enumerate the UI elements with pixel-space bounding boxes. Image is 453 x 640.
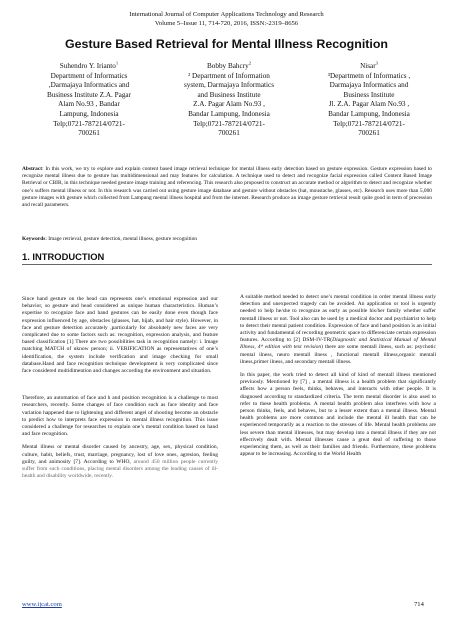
journal-website-link[interactable]: www.ijcat.com — [22, 601, 62, 608]
author-affiliation: Business Institute Z.A. Pagar — [46, 90, 132, 99]
keywords — [22, 236, 432, 243]
author-affiliation: ² Department of Information — [188, 71, 270, 80]
left-column — [22, 296, 218, 486]
section-divider — [22, 264, 432, 265]
paragraph: Since hand gesture on the head can represents one’s emotional expression and our behavior, so gesture and head considered as unique human characteristics. Human’s expertise to recognize face and hand gestures can be easily done even though face expression influenced by age, obstacles (glasses, hat, hijab, and hair style). However, in face and gesture detection accurately ,particularly for absolutely new faces are very complicated due to some factors such as: recognition, expression analysis, and feature based classification [1] There are two possibilities task in recognition namely: i. Image matching MATCH of uknow person; ii. VERIFICATION as representatives of one’s identification, the system include verification and image checking for small database.Hand and face recognition technique development is very complicated since face considered multidimention and changes according the environment and situation. — [22, 296, 218, 375]
author-affiliation: Telp;0721-787214/0721- — [53, 119, 125, 128]
author-affiliation: Telp;0721-787214/0721- — [193, 119, 265, 128]
paragraph: Therefore, an automation of face and h and position recognition is a challenge to most researchers, recently. Some changes of face condition such as face identity and face variation happened due to lightening and different angel of shooting become an obstacle to predict how to interprets face expression in mental illness recognition. This issue considered a challenge for researches to explain one’s mental condition based on hand and face recognition. — [22, 395, 218, 438]
author-affiliation: Business Institute — [343, 90, 395, 99]
author-3 — [304, 62, 434, 139]
paragraph-text: Mental illness or mental disorder caused by ancestry, age, sex, physical condition, culture, habit, beliefs, trust, marriage, pregnancy, lost of love ones, agresion, feeling guilty, and animosity [7]. According to WHO, — [22, 444, 218, 465]
paragraph-faded-text: around 450 million people currently suffer from such conditions, placing mental disorders among the leading causes of ill-health and disability worldwide, recently. — [22, 458, 218, 480]
author-affiliation: 700261 — [78, 129, 100, 138]
abstract — [22, 166, 432, 209]
paragraph: In this paper, the work tried to detect all kind of kind of mentall illness mentioned previuosly. Mentioned by [7] , a mental illness is a health problem that significantly affects how a person feels, thinks, behaves, and interacts with other people. It is diagnosed according to standardized criteria. The term mental disorder is also used to refer to these health problems. A mental health problem also interferes with how a person thinks, feels, and behaves, but to a lesser extent than a mental illness. Mental health problems are more common and include the mental ill health that can be experienced temporarily as a reaction to the stresses of life. Mental health problems are less severe than mental illnesses, but may develop into a mental illness if they are not effectively dealt with. Mental illnesses cause a great deal of suffering to those experiencing them, as well as their families and friends. Furthermore, these problems appear to be increasing. According to the World Health — [240, 372, 436, 458]
author-block — [24, 62, 434, 139]
author-affiliation: Department of Informatics — [50, 71, 128, 80]
author-affiliation: ,Darmajaya Informatics and — [48, 81, 130, 90]
author-2 — [164, 62, 294, 139]
keywords-label: Keywords — [22, 236, 46, 242]
author-sup: 2 — [248, 60, 252, 66]
abstract-text: : In this work, we try to explore and explain content based image retrieval technique for mental illness early detection based on gesture expression. Gesture expression based to recognize mental illness due to gesture has multidimensional and may features for calculation. A technique used to detect and recognize facial expression called Content Based Image Retrieval or CBIR, in this technique needed gesture image training and referencing. This research also proposed to construct an accurate method or algorithm to detect and recognize whether one’s suffers mental illness or not. In this research was carried out using gesture image database and gesture without obstacles (hat, moustache, glasses, etc). Research uses more than 5,000 gesture images with gesture which collected from Lampung mental illness hospital and from the internet. Research produce an image gesture retrieval result quite good in term of precession and recall parameters. — [22, 166, 432, 209]
abstract-label: Abstract — [22, 166, 43, 172]
page-number: 714 — [414, 601, 424, 608]
paragraph-text: A suitable method needed to detect one’s mental condition in order mental illness early detection and unexpected tragedy can be avoided. An application or tool is urgently needed to help he/she to recognize as early as possible his/her family whether suffer mentall illness or not. Tool also can be used by a medical doctor and psychiatrist to help to detect their mental patient condition. Expression of face and hand position is an initial activity and fundamental of recording geometric space to differenciate certain expression features. According to [2] DSM-IV-TR( — [240, 294, 436, 344]
author-affiliation: Lampung, Indonesia — [59, 109, 119, 118]
paper-title: Gesture Based Retrieval for Mental Illness Recognition — [65, 37, 388, 51]
journal-volume: Volume 5–Issue 11, 714-720, 2016, ISSN:-2319–8656 — [154, 20, 299, 27]
author-name: Bobby Bahcry — [206, 62, 249, 70]
author-sup: 1 — [115, 60, 119, 66]
author-affiliation: Telp;0721-787214/0721- — [333, 119, 405, 128]
author-sup: 3 — [375, 60, 378, 66]
journal-header — [0, 10, 453, 28]
author-affiliation: Alam No.93 , Bandar — [58, 100, 120, 109]
author-affiliation: ³Departmetn of Informatics , — [327, 71, 411, 80]
paragraph — [22, 444, 218, 480]
author-1 — [24, 62, 154, 139]
author-affiliation: and Business Institute — [197, 90, 261, 99]
right-column — [240, 294, 436, 464]
keywords-text: : Image retrieval, gesture detection, mental illness, gesture recognition — [45, 236, 197, 242]
paragraph-italic-text: Diagnostic and Statistical Manual of Mental Illness, 4ᵗʰ edition with text revision — [240, 337, 437, 351]
author-affiliation: 700261 — [358, 129, 380, 138]
author-affiliation: Bandar Lampung, Indonesia — [188, 109, 270, 118]
author-affiliation: system, Darmajaya Informatics — [183, 81, 274, 90]
section-heading-introduction: 1. INTRODUCTION — [22, 251, 105, 262]
paragraph — [240, 294, 436, 366]
author-affiliation: Z.A. Pagar Alam No.93 , — [193, 100, 265, 109]
author-name: Nisar — [360, 62, 376, 70]
author-affiliation: Darmajaya Informatics and — [329, 81, 409, 90]
paragraph-text: ) there are some mentall ilness, such as: psychotic mental ilness, neuro mentall ilness , functional mentall illness,organic mentall ilness,primer ilness, and secondary mentall illness. — [240, 344, 436, 365]
author-name: Suhendro Y. Irianto — [59, 62, 116, 70]
author-affiliation: 700261 — [218, 129, 240, 138]
journal-name: International Journal of Computer Applications Technology and Research — [129, 11, 324, 18]
author-affiliation: Jl. Z.A. Pagar Alam No.93 , — [328, 100, 410, 109]
author-affiliation: Bandar Lampung, Indonesia — [328, 109, 410, 118]
